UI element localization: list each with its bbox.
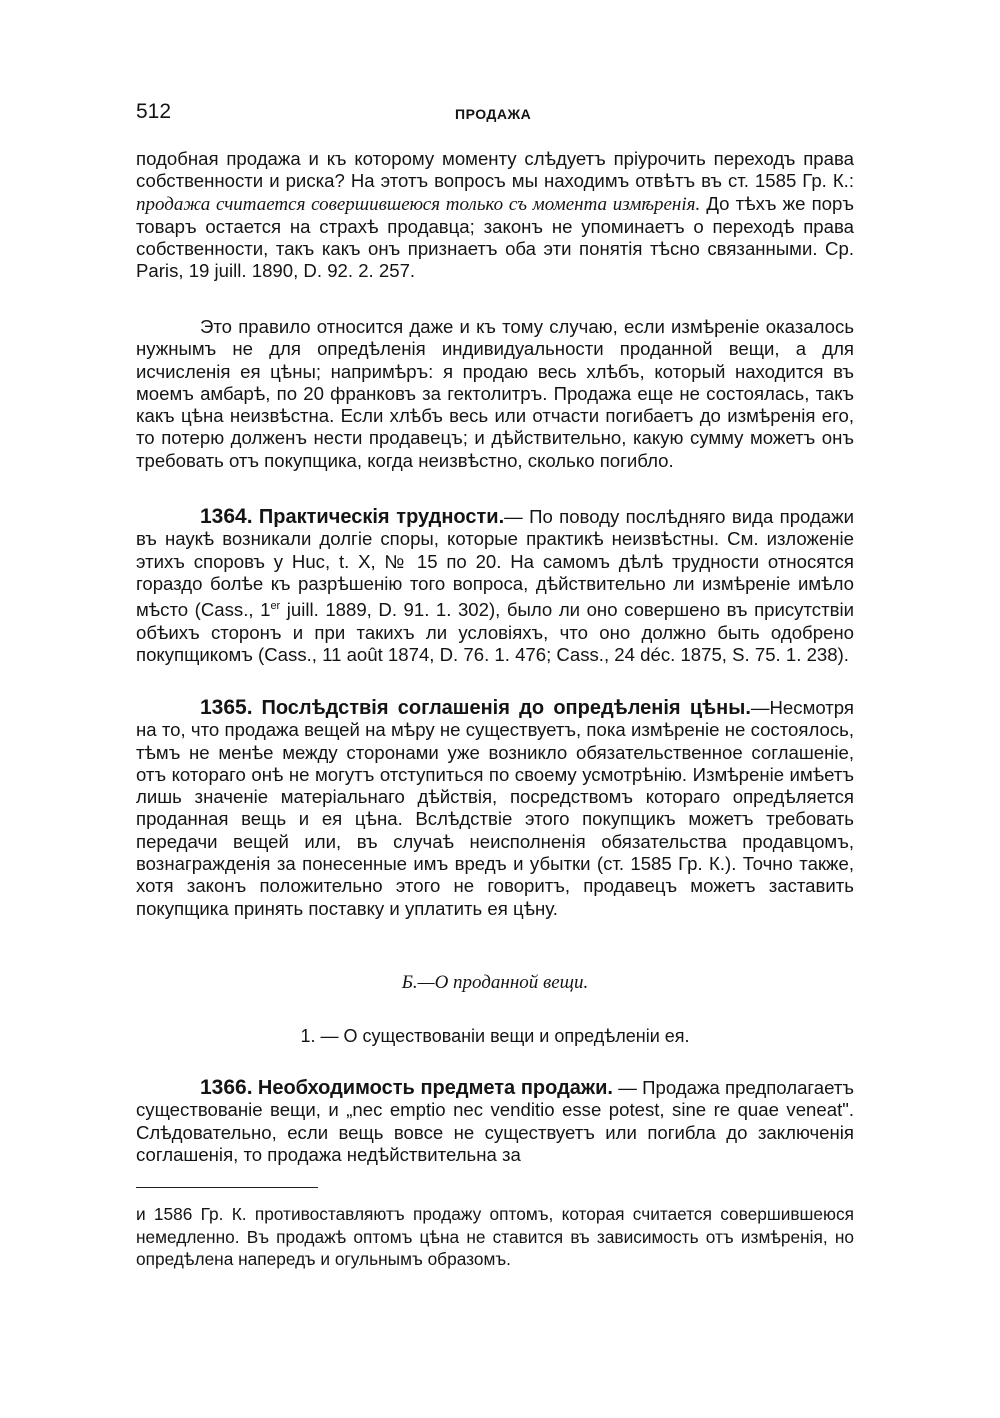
section-1364 (136, 506, 854, 666)
section-1364-superscript: er (270, 600, 281, 613)
subheading-b: Б.—О проданной вещи. (401, 972, 589, 993)
paragraph-1 (136, 148, 854, 283)
paragraph-1-text-a: подобная продажа и къ которому моменту слѣдуетъ пріурочить переходъ права собственности и риска? На этотъ вопросъ мы находимъ отвѣтъ въ ст. 1585 Гр. К.: (136, 148, 854, 192)
paragraph-2 (136, 316, 854, 472)
section-1366-number: 1366. (200, 1076, 253, 1099)
section-1366 (136, 1077, 854, 1166)
running-title: ПРОДАЖА (455, 106, 532, 122)
section-1364-text-b: juill. 1889, D. 91. 1. 302), было ли оно совершено въ присутствіи обѣихъ сторонъ и при такихъ ли условіяхъ, что оно должно быть одобрено покупщикомъ (Cass., 11 août 1874, D. 76. 1. 476; Cass., 24 déc. 1875, S. 75. 1. 238). (136, 599, 854, 665)
section-1364-title: Практическія трудности. (258, 506, 505, 528)
section-1365-text: —Несмотря на то, что продажа вещей на мѣру не существуетъ, пока измѣреніе не состоялось, тѣмъ не менѣе между сторонами уже возникло обязательственное соглашеніе, отъ котораго онѣ не могутъ отступиться по своему усмотрѣнію. Измѣреніе имѣетъ лишь значеніе матеріальнаго дѣйствія, посредствомъ котораго опредѣляется проданная вещь и ея цѣна. Вслѣдствіе этого покупщикъ можетъ требовать передачи вещей или, въ случаѣ неисполненія обязательства продавцомъ, вознагражденія за понесенные имъ вредъ и убытки (ст. 1585 Гр. К.). Точно также, хотя законъ положительно этого не говоритъ, продавецъ можетъ заставить покупщика принять поставку и уплатить ея цѣну. (136, 697, 854, 919)
section-1364-text-a: — По поводу послѣдняго вида продажи въ наукѣ возникали долгіе споры, которые практикѣ неизвѣстны. См. изложеніе этихъ споровъ у Huc, t. X, № 15 по 20. На самомъ дѣлѣ трудности относятся гораздо болѣе къ разрѣшенію того вопроса, дѣйствительно ли измѣреніе имѣло мѣсто (Cass., 1 (136, 506, 854, 621)
section-1364-number: 1364. (200, 505, 253, 528)
paragraph-1-italic: продажа считается совершившеюся только съ момента измѣренія. (136, 193, 701, 215)
paragraph-1-text-b: До тѣхъ же поръ товаръ остается на страхѣ продавца; законъ не упоминаетъ о переходѣ права собственности, такъ какъ онъ признаетъ оба эти понятія тѣсно связанными. Ср. Paris, 19 juill. 1890, D. 92. 2. 257. (136, 192, 854, 282)
section-1365-title: Послѣдствія соглашенія до опредѣленія цѣны. (261, 697, 751, 719)
paragraph-2-text: Это правило относится даже и къ тому случаю, если измѣреніе оказалось нужнымъ не для опредѣленія индивидуальности проданной вещи, а для исчисленія ея цѣны; напримѣръ: я продаю весь хлѣбъ, который находится въ моемъ амбарѣ, по 20 франковъ за гектолитръ. Продажа еще не состоялась, такъ какъ цѣна неизвѣстна. Если хлѣбъ весь или отчасти погибаетъ до измѣренія его, то потерю долженъ нести продавецъ; и дѣйствительно, какую сумму можетъ онъ требовать отъ покупщика, когда неизвѣстно, сколько погибло. (136, 316, 854, 471)
footnote-divider (136, 1187, 318, 1188)
page-number: 512 (136, 100, 172, 123)
section-1366-text: — Продажа предполагаетъ существованіе вещи, и „nec emptio nec venditio esse potest, sine re quae veneat". Слѣдовательно, если вещь вовсе не существуетъ или погибла до заключенія соглашенія, то продажа недѣйствительна за (136, 1077, 855, 1165)
footnote: и 1586 Гр. К. противоставляютъ продажу оптомъ, которая считается совершившеюся немедленно. Въ продажѣ оптомъ цѣна не ставится въ зависимость отъ измѣренія, но опредѣлена напередъ и огульнымъ образомъ. (136, 1204, 854, 1269)
section-1366-title: Необходимость предмета продажи. (257, 1077, 613, 1099)
section-1365 (136, 697, 854, 920)
subheading-1: 1. — О существованіи вещи и опредѣленіи ея. (300, 1026, 690, 1046)
section-1365-number: 1365. (200, 696, 253, 719)
